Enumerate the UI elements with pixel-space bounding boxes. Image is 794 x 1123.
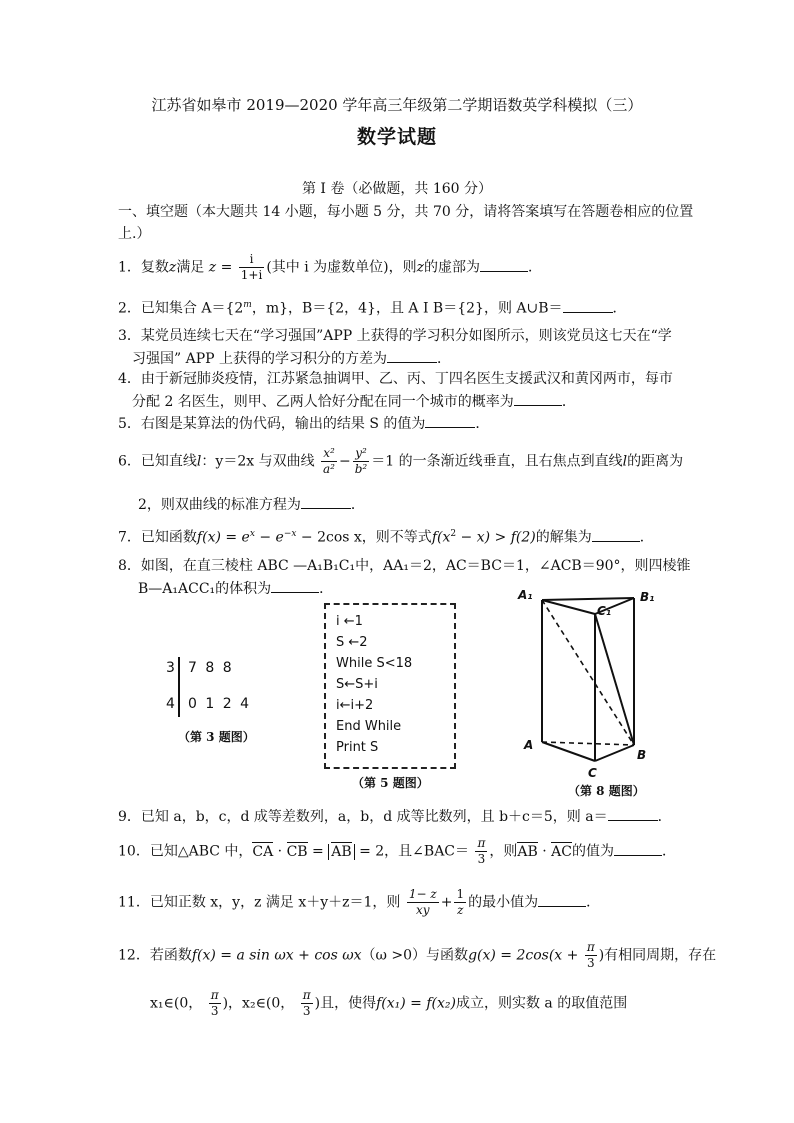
question-6-line-1: 6．已知直线l：y＝2x 与双曲线 $\frac{\text{x²}}{\text{a²}}$ − $\frac{\text{y²}}{\text{b²}}$ ＝1 的一条渐近线垂直，且右焦点到直线l的距离为 (118, 446, 684, 476)
stem-divider (178, 657, 180, 717)
question-1: 1．复数z满足 z = $\frac{i}{1+i}$ (其中 i 为虚数单位)，则z的虚部为 ． (118, 252, 543, 282)
question-3-line-2: 习强国” APP 上获得的学习积分的方差为 ． (132, 348, 451, 368)
answer-blank (387, 348, 437, 363)
question-8-line-1: 8．如图，在直三棱柱 ABC —A₁B₁C₁中，AA₁＝2，AC＝BC＝1，∠ACB＝90°，则四棱锥 (118, 558, 691, 574)
question-3-line-1: 3．某党员连续七天在“学习强国”APP 上获得的学习积分如图所示，则该党员这七天在“学 (118, 328, 672, 344)
answer-blank (614, 841, 662, 856)
vertex-label-c1: C₁ (597, 604, 612, 618)
stem-row-1-stem: 3 (166, 660, 175, 676)
code-line-4: S←S+i (336, 677, 378, 692)
question-4-line-1: 4．由于新冠肺炎疫情，江苏紧急抽调甲、乙、丙、丁四名医生支援武汉和黄冈两市，每市 (118, 371, 673, 387)
code-line-3: While S<18 (336, 656, 413, 671)
fraction: $\frac{\pi}{3}$ (302, 988, 311, 1018)
question-12-line-1: 12．若函数f(x) = a sin ωx + cos ωx（ω >0）与函数g(x) = 2cos(x + $\frac{\pi}{3}$ )有相同周期，存在 (118, 940, 717, 970)
edge-a1b1 (542, 598, 634, 600)
vertex-label-b: B (637, 748, 647, 762)
exam-title: 江苏省如皋市 2019—2020 学年高三年级第二学期语数英学科模拟（三） (151, 96, 643, 114)
question-9: 9．已知 a，b，c，d 成等差数列，a，b，d 成等比数列，且 b＋c＝5，则 a＝ ． (118, 806, 672, 826)
answer-blank (592, 527, 640, 542)
code-line-2: S ←2 (336, 635, 368, 650)
code-line-7: Print S (336, 740, 379, 755)
figure-5-caption: （第 5 题图） (352, 776, 429, 790)
question-11: 11．已知正数 x，y，z 满足 x＋y＋z＝1，则 $\frac{1- z}{xy}$ + $\frac{1}{z}$ 的最小值为 ． (118, 887, 601, 917)
answer-blank (563, 298, 613, 313)
question-7: 7．已知函数$f(x) = e^x - e^{-x} - 2\cos$ x，则不等式$f(x^2 - x) > f(2)$的解集为 ． (118, 525, 654, 547)
question-8-line-2: B—A₁ACC₁的体积为 ． (138, 578, 333, 598)
answer-blank (608, 806, 658, 821)
answer-blank (425, 413, 475, 428)
edge-ac (542, 742, 595, 761)
answer-blank (480, 257, 528, 272)
answer-blank (271, 578, 319, 593)
vertex-label-c: C (588, 766, 597, 780)
answer-blank (538, 892, 586, 907)
fraction: $\frac{\pi}{3}$ (586, 940, 595, 970)
fraction: $\frac{\text{x²}}{\text{a²}}$ (323, 446, 335, 476)
question-10: 10．已知△ABC 中，CA · CB = AB = 2，且∠BAC＝ $\frac{\pi}{3}$ ，则AB · AC的值为 ． (118, 836, 676, 866)
subject-title: 数学试题 (356, 126, 437, 148)
question-5: 5．右图是某算法的伪代码，输出的结果 S 的值为 ． (118, 413, 489, 433)
fraction: $\frac{\text{y²}}{\text{b²}}$ (354, 446, 368, 476)
question-12-line-2: x₁∈(0， $\frac{\pi}{3}$ )，x₂∈(0， $\frac{\pi}{3}$ )且，使得f(x₁) = f(x₂)成立，则实数 a 的取值范围 (150, 988, 628, 1018)
edge-cb (595, 745, 634, 761)
stem-row-1-leaves: 7 8 8 (188, 660, 232, 676)
hidden-edge-a1b (542, 600, 634, 745)
vertex-label-b1: B₁ (640, 590, 655, 604)
question-2: 2．已知集合 $A=\{2^m$，m}，B＝{2，4}，且 A I B＝{2}，则 A∪B＝ ． (118, 296, 627, 318)
vertex-label-a: A (524, 738, 534, 752)
code-line-1: i ←1 (336, 614, 363, 629)
edge-c1b (595, 614, 634, 745)
fraction: $\frac{1}{z}$ (456, 887, 465, 917)
figure-8-caption: （第 8 题图） (568, 784, 645, 798)
instructions-line-2: 上.） (118, 226, 151, 242)
question-6-line-2: 2，则双曲线的标准方程为 ． (138, 494, 365, 514)
figure-3-caption: （第 3 题图） (178, 730, 255, 744)
stem-row-2-stem: 4 (166, 696, 175, 712)
vertex-label-a1: A₁ (518, 588, 533, 602)
stem-row-2-leaves: 0 1 2 4 (188, 696, 249, 712)
fraction: $\frac{\pi}{3}$ (210, 988, 219, 1018)
code-line-6: End While (336, 719, 402, 734)
edge-a1c1 (542, 600, 595, 614)
section-title: 第 I 卷（必做题，共 160 分） (301, 181, 493, 197)
instructions-line-1: 一、填空题（本大题共 14 小题，每小题 5 分，共 70 分，请将答案填写在答题卷相应的位置 (118, 204, 694, 220)
answer-blank (301, 494, 351, 509)
question-4-line-2: 分配 2 名医生，则甲、乙两人恰好分配在同一个城市的概率为 ． (132, 391, 576, 411)
hidden-edge-ab (542, 742, 634, 745)
answer-blank (514, 391, 562, 406)
fraction: $\frac{1- z}{xy}$ (408, 887, 437, 917)
fraction: $\frac{i}{1+i}$ (240, 252, 263, 282)
fraction: $\frac{\pi}{3}$ (477, 836, 486, 866)
code-line-5: i←i+2 (336, 698, 374, 713)
